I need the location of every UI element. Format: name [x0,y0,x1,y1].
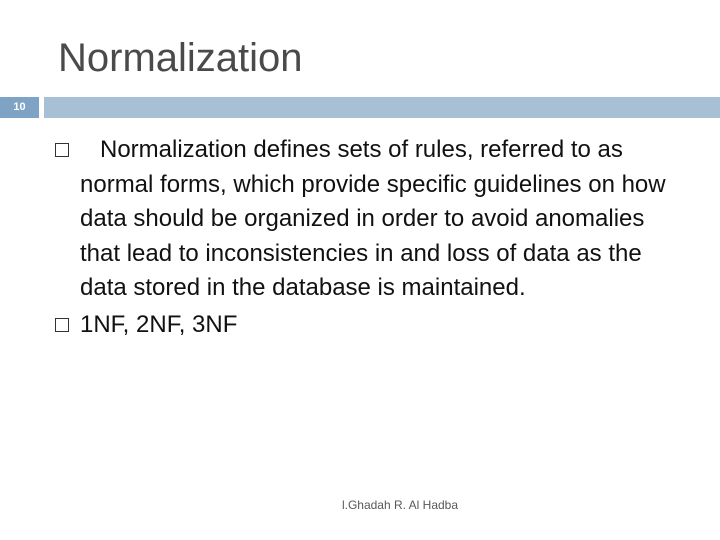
bullet-text: 1NF, 2NF, 3NF [80,310,238,338]
slide-title: Normalization [58,36,303,80]
bullet-list [50,133,690,344]
square-bullet-icon [55,143,69,157]
bullet-item [50,308,690,343]
bullet-text: Normalization defines sets of rules, referred to as normal forms, which provide specific guidelines on how data should be organized in order to avoid anomalies that lead to inconsistencies in and loss of data as the data stored in the database is maintained. [80,136,666,301]
square-bullet-icon [55,318,69,332]
bullet-item [50,133,690,306]
footer-author: l.Ghadah R. Al Hadba [341,498,459,512]
slide-number: 10 [0,97,39,118]
header-bar [44,97,720,118]
